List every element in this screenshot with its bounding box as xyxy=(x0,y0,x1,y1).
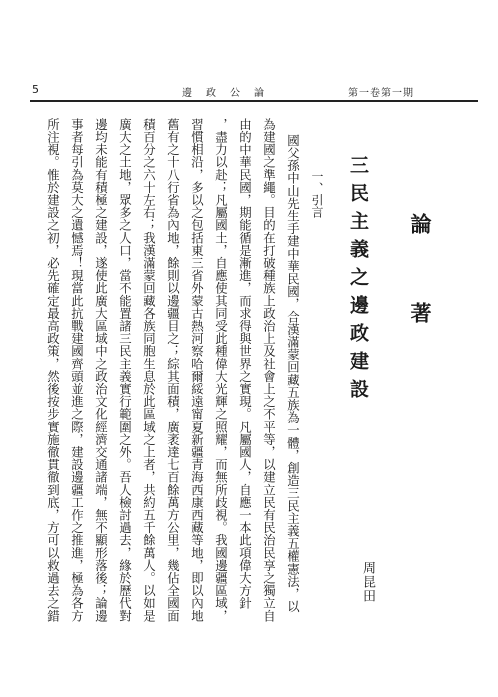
body-column: 事者每引為莫大之遺憾焉！現當此抗戰建國齊頭並進之際，建設邊疆工作之推進，極為各方 xyxy=(69,118,85,622)
body-column: 由的中華民國，期能循是漸進，而求得與世界之實現。凡屬國人，自應一本此項偉大方針 xyxy=(237,118,253,610)
page-number: 5 xyxy=(32,83,39,96)
section-subheading: 一、引言 xyxy=(310,170,324,218)
body-column: 國父孫中山先生手建中華民國，合漢滿蒙回藏五族為一體，創造三民主義五權憲法，以 xyxy=(285,134,301,613)
section-label-2: 著 xyxy=(408,302,433,323)
body-column: 習慣相沿，多以之包括東三省外蒙古熱河察哈爾綏遠甯夏新疆青海西康西藏等地，即以內地 xyxy=(189,118,205,622)
body-column: 為建國之準繩。目的在打破種族上政治上及社會上之不平等，以建立民有民治民享之獨立自 xyxy=(261,118,277,622)
article-title: 三民主義之邊政建設 xyxy=(347,155,369,407)
body-column: 積百分之六十左右；我漢滿蒙回藏各族同胞生息於此區域之上者，共約五千餘萬人。以如是 xyxy=(141,118,157,622)
article-author: 周昆田 xyxy=(360,561,375,603)
journal-title: 邊政公論 xyxy=(182,88,278,99)
body-column: 邊均未能有積極之建設，遂使此廣大區域中之政治文化經濟交通諸端，無不顯形落後；論邊 xyxy=(93,118,109,622)
header-rule xyxy=(30,100,478,102)
issue-label: 第一卷第一期 xyxy=(348,88,414,99)
body-column: 廣大之土地，眾多之人口，當不能置諸三民主義實行範圍之外。吾人檢討過去，緣於歷代對 xyxy=(117,118,133,622)
section-label: 論 xyxy=(408,213,433,240)
body-column: ，盡力以赴；凡屬國土，自應使其同受此種偉大光輝之照耀，而無所歧視。我國邊疆區域， xyxy=(213,118,229,622)
body-column: 所注視。惟於建設之初，必先確定最高政策，然後按步實施徹貫徹到底，方可以救過去之錯 xyxy=(45,118,61,622)
body-column: 舊有之十八行省為內地，餘則以邊疆目之；綜其面積，廣袤達七百餘萬方公里，幾佔全國面 xyxy=(165,118,181,622)
